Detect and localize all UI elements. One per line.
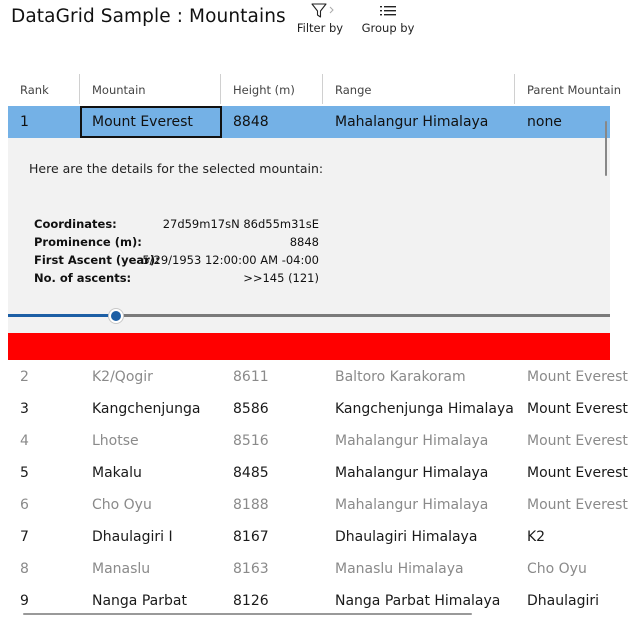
mountain-cell[interactable]: Kangchenjunga	[92, 401, 201, 417]
ascents-value: >>145 (121)	[243, 271, 319, 285]
details-heading: Here are the details for the selected mountain:	[29, 161, 324, 176]
parent-mountain-cell[interactable]: Mount Everest	[527, 465, 628, 481]
filter-by-button[interactable]	[296, 2, 344, 40]
table-row[interactable]	[8, 457, 628, 489]
rank-cell[interactable]: 6	[20, 497, 29, 513]
rank-cell[interactable]: 4	[20, 433, 29, 449]
horizontal-scrollbar[interactable]	[23, 613, 472, 615]
slider-fill	[8, 314, 116, 317]
column-divider[interactable]	[322, 74, 323, 104]
table-row[interactable]	[8, 553, 610, 585]
parent-mountain-cell[interactable]: Mount Everest	[527, 433, 628, 449]
parent-mountain-cell[interactable]: Mount Everest	[527, 369, 628, 385]
rank-cell[interactable]: 2	[20, 369, 29, 385]
parent-mountain-cell[interactable]: none	[527, 114, 562, 130]
range-cell[interactable]: Dhaulagiri Himalaya	[335, 529, 478, 545]
row-details-panel	[8, 138, 610, 333]
rank-cell[interactable]: 5	[20, 465, 29, 481]
prominence-label: Prominence (m):	[34, 235, 142, 249]
first-ascent-value: 5/29/1953 12:00:00 AM -04:00	[142, 253, 319, 267]
table-row[interactable]	[8, 361, 628, 393]
rank-cell[interactable]: 9	[20, 593, 29, 609]
column-divider[interactable]	[220, 74, 221, 104]
column-header-mountain[interactable]: Mountain	[92, 83, 146, 97]
range-cell[interactable]: Nanga Parbat Himalaya	[335, 593, 501, 609]
ascents-label: No. of ascents:	[34, 271, 132, 285]
range-cell[interactable]: Mahalangur Himalaya	[335, 497, 489, 513]
mountain-cell[interactable]: Lhotse	[92, 433, 139, 449]
parent-mountain-cell[interactable]: Dhaulagiri	[527, 593, 599, 609]
mountain-cell[interactable]: Makalu	[92, 465, 142, 481]
column-divider[interactable]	[79, 74, 80, 104]
table-row[interactable]	[8, 425, 628, 457]
mountain-cell[interactable]: Dhaulagiri I	[92, 529, 173, 545]
parent-mountain-cell[interactable]: Mount Everest	[527, 497, 628, 513]
column-divider[interactable]	[514, 74, 515, 104]
first-ascent-field	[34, 251, 319, 269]
page-title: DataGrid Sample : Mountains	[11, 6, 286, 27]
height-cell[interactable]: 8163	[233, 561, 269, 577]
range-cell[interactable]: Mahalangur Himalaya	[335, 433, 489, 449]
list-icon	[378, 2, 398, 20]
first-ascent-label: First Ascent (year):	[34, 253, 160, 267]
range-cell[interactable]: Kangchenjunga Himalaya	[335, 401, 514, 417]
group-by-label: Group by	[361, 21, 415, 35]
range-cell[interactable]: Mahalangur Himalaya	[335, 114, 489, 130]
column-header-range[interactable]: Range	[335, 83, 372, 97]
prominence-field	[34, 233, 319, 251]
table-row[interactable]	[8, 521, 610, 553]
vertical-scrollbar[interactable]	[605, 121, 607, 176]
mountain-cell[interactable]: Nanga Parbat	[92, 593, 187, 609]
slider-thumb[interactable]	[109, 309, 123, 323]
rank-cell[interactable]: 8	[20, 561, 29, 577]
rank-cell[interactable]: 7	[20, 529, 29, 545]
table-row[interactable]	[8, 489, 628, 521]
height-cell[interactable]: 8126	[233, 593, 269, 609]
column-header-height[interactable]: Height (m)	[233, 83, 295, 97]
coordinates-field	[34, 215, 319, 233]
height-cell[interactable]: 8167	[233, 529, 269, 545]
mountain-cell[interactable]: Manaslu	[92, 561, 151, 577]
group-by-button[interactable]	[360, 2, 416, 40]
parent-mountain-cell[interactable]: K2	[527, 529, 546, 545]
parent-mountain-cell[interactable]: Mount Everest	[527, 401, 628, 417]
mountain-cell[interactable]: Mount Everest	[92, 114, 193, 130]
mountain-cell[interactable]: Cho Oyu	[92, 497, 152, 513]
selected-table-row[interactable]	[8, 106, 610, 138]
prominence-value: 8848	[289, 235, 319, 249]
mountain-cell[interactable]: K2/Qogir	[92, 369, 153, 385]
height-cell[interactable]: 8188	[233, 497, 269, 513]
height-cell[interactable]: 8848	[233, 114, 269, 130]
height-cell[interactable]: 8516	[233, 433, 269, 449]
rank-cell[interactable]: 3	[20, 401, 29, 417]
table-row[interactable]	[8, 393, 628, 425]
filter-by-label: Filter by	[296, 21, 344, 35]
mountains-datagrid	[8, 74, 628, 627]
highlight-bar	[8, 333, 610, 360]
parent-mountain-cell[interactable]: Cho Oyu	[527, 561, 587, 577]
rank-cell[interactable]: 1	[20, 114, 29, 130]
filter-icon	[305, 2, 335, 20]
height-cell[interactable]: 8485	[233, 465, 269, 481]
column-header-parent-mountain[interactable]: Parent Mountain	[527, 83, 622, 97]
range-cell[interactable]: Mahalangur Himalaya	[335, 465, 489, 481]
details-slider[interactable]	[8, 309, 610, 323]
details-fields	[34, 215, 319, 287]
range-cell[interactable]: Manaslu Himalaya	[335, 561, 464, 577]
column-header-rank[interactable]: Rank	[20, 83, 49, 97]
coordinates-label: Coordinates:	[34, 217, 117, 231]
ascents-field	[34, 269, 319, 287]
height-cell[interactable]: 8586	[233, 401, 269, 417]
height-cell[interactable]: 8611	[233, 369, 269, 385]
coordinates-value: 27d59m17sN 86d55m31sE	[162, 217, 319, 231]
column-header-row	[8, 74, 622, 104]
range-cell[interactable]: Baltoro Karakoram	[335, 369, 466, 385]
